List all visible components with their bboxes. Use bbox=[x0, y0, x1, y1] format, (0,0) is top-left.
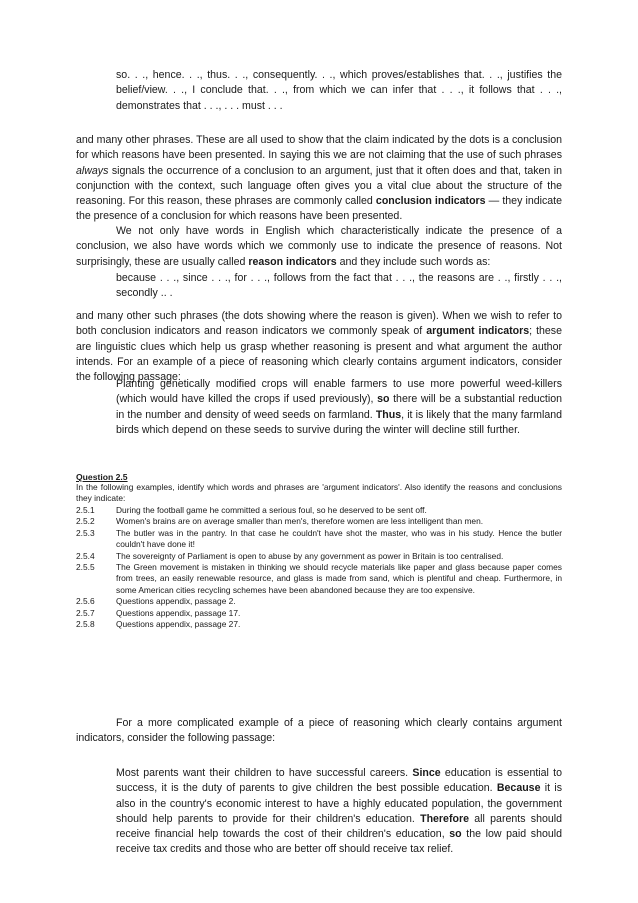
question-item bbox=[76, 528, 562, 551]
question-list bbox=[76, 505, 562, 630]
para1-text-1: and many other phrases. These are all used to show that the claim indicated by the dots is a conclusion for which reasons have been presented. In saying this we are not claiming that the use of such phrases bbox=[76, 134, 562, 162]
gm-passage-text-1: Planting genetically modified crops will enable farmers to use more powerful weed-killers (which would have killed the crops if used previously), bbox=[116, 378, 562, 406]
question-item-number: 2.5.6 bbox=[76, 596, 95, 607]
question-item-number: 2.5.8 bbox=[76, 619, 95, 630]
indicator-therefore: Therefore bbox=[420, 812, 469, 825]
gm-crops-passage bbox=[116, 377, 562, 438]
question-item bbox=[76, 596, 562, 607]
para1-text-2: signals the occurrence of a conclusion to an argument, just that it often does and that, taken in conjunction with the context, such language often gives you a vital clue about the structure of the reasoning. For this reason, these phrases are commonly called bbox=[76, 164, 562, 208]
paragraph-conclusion-indicators bbox=[76, 133, 562, 225]
question-item-text: Women's brains are on average smaller than men's, therefore women are less intelligent than men. bbox=[116, 516, 484, 527]
question-item bbox=[76, 619, 562, 630]
question-item-text: Questions appendix, passage 17. bbox=[116, 607, 241, 618]
question-item bbox=[76, 551, 562, 562]
question-item-number: 2.5.5 bbox=[76, 562, 95, 573]
reason-phrases-block bbox=[116, 271, 562, 302]
question-item-text: Questions appendix, passage 2. bbox=[116, 596, 236, 607]
term-conclusion-indicators: conclusion indicators bbox=[375, 195, 486, 208]
question-item bbox=[76, 608, 562, 619]
emphasis-always: always bbox=[76, 164, 109, 177]
edu-passage-text-2: education is essential to success, it is the duty of parents to give children the best possible education. bbox=[116, 767, 562, 795]
para1-text-3: — they indicate the presence of a conclusion for which reasons have been presented. bbox=[76, 195, 562, 223]
question-item-number: 2.5.3 bbox=[76, 527, 95, 538]
para3-text-2: ; these are linguistic clues which help us grasp whether reasoning is present and what argument the author intends. For an example of a piece of reasoning which clearly contains argument indicators, consider the following passage: bbox=[76, 325, 562, 384]
edu-passage-text-4: all parents should receive financial help towards the cost of their children's education, bbox=[116, 812, 563, 841]
reason-phrases-text: because . . ., since . . ., for . . ., follows from the fact that . . ., the reasons are . ., firstly . . ., secondly .. . bbox=[116, 272, 562, 300]
indicator-so-2: so bbox=[449, 828, 462, 841]
para2-text-1: We not only have words in English which characteristically indicate the presence of a conclusion, we also have words which we commonly use to indicate the presence of reasons. Not surprisingly, these are usually called bbox=[76, 225, 562, 268]
question-item-text: Questions appendix, passage 27. bbox=[116, 619, 241, 630]
paragraph-complicated-example bbox=[76, 716, 562, 747]
conclusion-phrases-text: so. . ., hence. . ., thus. . ., consequently. . ., which proves/establishes that. . ., justifies the belief/view. . ., I conclude that. . ., from which we can infer that . . ., it follows that . . ., demonstrates that . . ., . . . must . . . bbox=[116, 69, 562, 112]
para2-text-2: and they include such words as: bbox=[336, 255, 491, 268]
question-item-number: 2.5.7 bbox=[76, 607, 95, 618]
paragraph-argument-indicators bbox=[76, 309, 562, 385]
indicator-so: so bbox=[377, 393, 390, 406]
question-intro: In the following examples, identify which words and phrases are 'argument indicators'. Also identify the reasons and conclusions they indicate: bbox=[76, 482, 562, 504]
question-item-number: 2.5.1 bbox=[76, 505, 95, 515]
gm-passage-text-3: , it is likely that the many farmland birds which depend on these seeds to survive during the winter will decline still further. bbox=[116, 408, 562, 436]
question-item bbox=[76, 505, 562, 516]
para4-text: For a more complicated example of a piece of reasoning which clearly contains argument indicators, consider the following passage: bbox=[76, 717, 562, 745]
question-item bbox=[76, 562, 562, 596]
paragraph-reason-indicators bbox=[76, 224, 562, 270]
question-item-number: 2.5.4 bbox=[76, 550, 95, 561]
question-item-text: The butler was in the pantry. In that case he couldn't have shot the master, who was in his study. Hence the butler couldn't have done it! bbox=[116, 527, 562, 550]
indicator-because: Because bbox=[496, 782, 541, 795]
term-reason-indicators: reason indicators bbox=[248, 255, 337, 268]
edu-passage-text-1: Most parents want their children to have successful careers. bbox=[116, 767, 413, 779]
education-passage bbox=[116, 766, 562, 858]
question-item-number: 2.5.2 bbox=[76, 516, 95, 527]
question-item-text: The Green movement is mistaken in thinking we should recycle materials like paper and glass because paper comes from trees, an easily renewable resource, and glass is made from sand, which is plentiful and cheap. Furthermore, in some American cities recycling schemes have been abandoned because they are too expensive. bbox=[116, 562, 562, 595]
indicator-since: Since bbox=[412, 767, 441, 779]
question-item bbox=[76, 516, 562, 527]
question-item-text: During the football game he committed a serious foul, so he deserved to be sent off. bbox=[116, 505, 427, 515]
term-argument-indicators: argument indicators bbox=[426, 325, 530, 338]
question-title: Question 2.5 bbox=[76, 472, 128, 482]
edu-passage-text-5: the low paid should receive tax credits and those who are better off should receive tax relief. bbox=[116, 828, 562, 856]
indicator-thus: Thus bbox=[375, 408, 402, 421]
para3-text-1: and many other such phrases (the dots showing where the reason is given). When we wish to refer to both conclusion indicators and reason indicators we commonly speak of bbox=[76, 310, 562, 338]
question-item-text: The sovereignty of Parliament is open to abuse by any government as power in Britain is too centralised. bbox=[116, 550, 504, 561]
conclusion-phrases-block bbox=[116, 68, 562, 114]
gm-passage-text-2: there will be a substantial reduction in the number and density of weed seeds on farmland. bbox=[116, 393, 562, 421]
edu-passage-text-3: it is also in the country's economic interest to have a highly educated population, the government should help parents to provide for their children's education. bbox=[116, 782, 562, 825]
